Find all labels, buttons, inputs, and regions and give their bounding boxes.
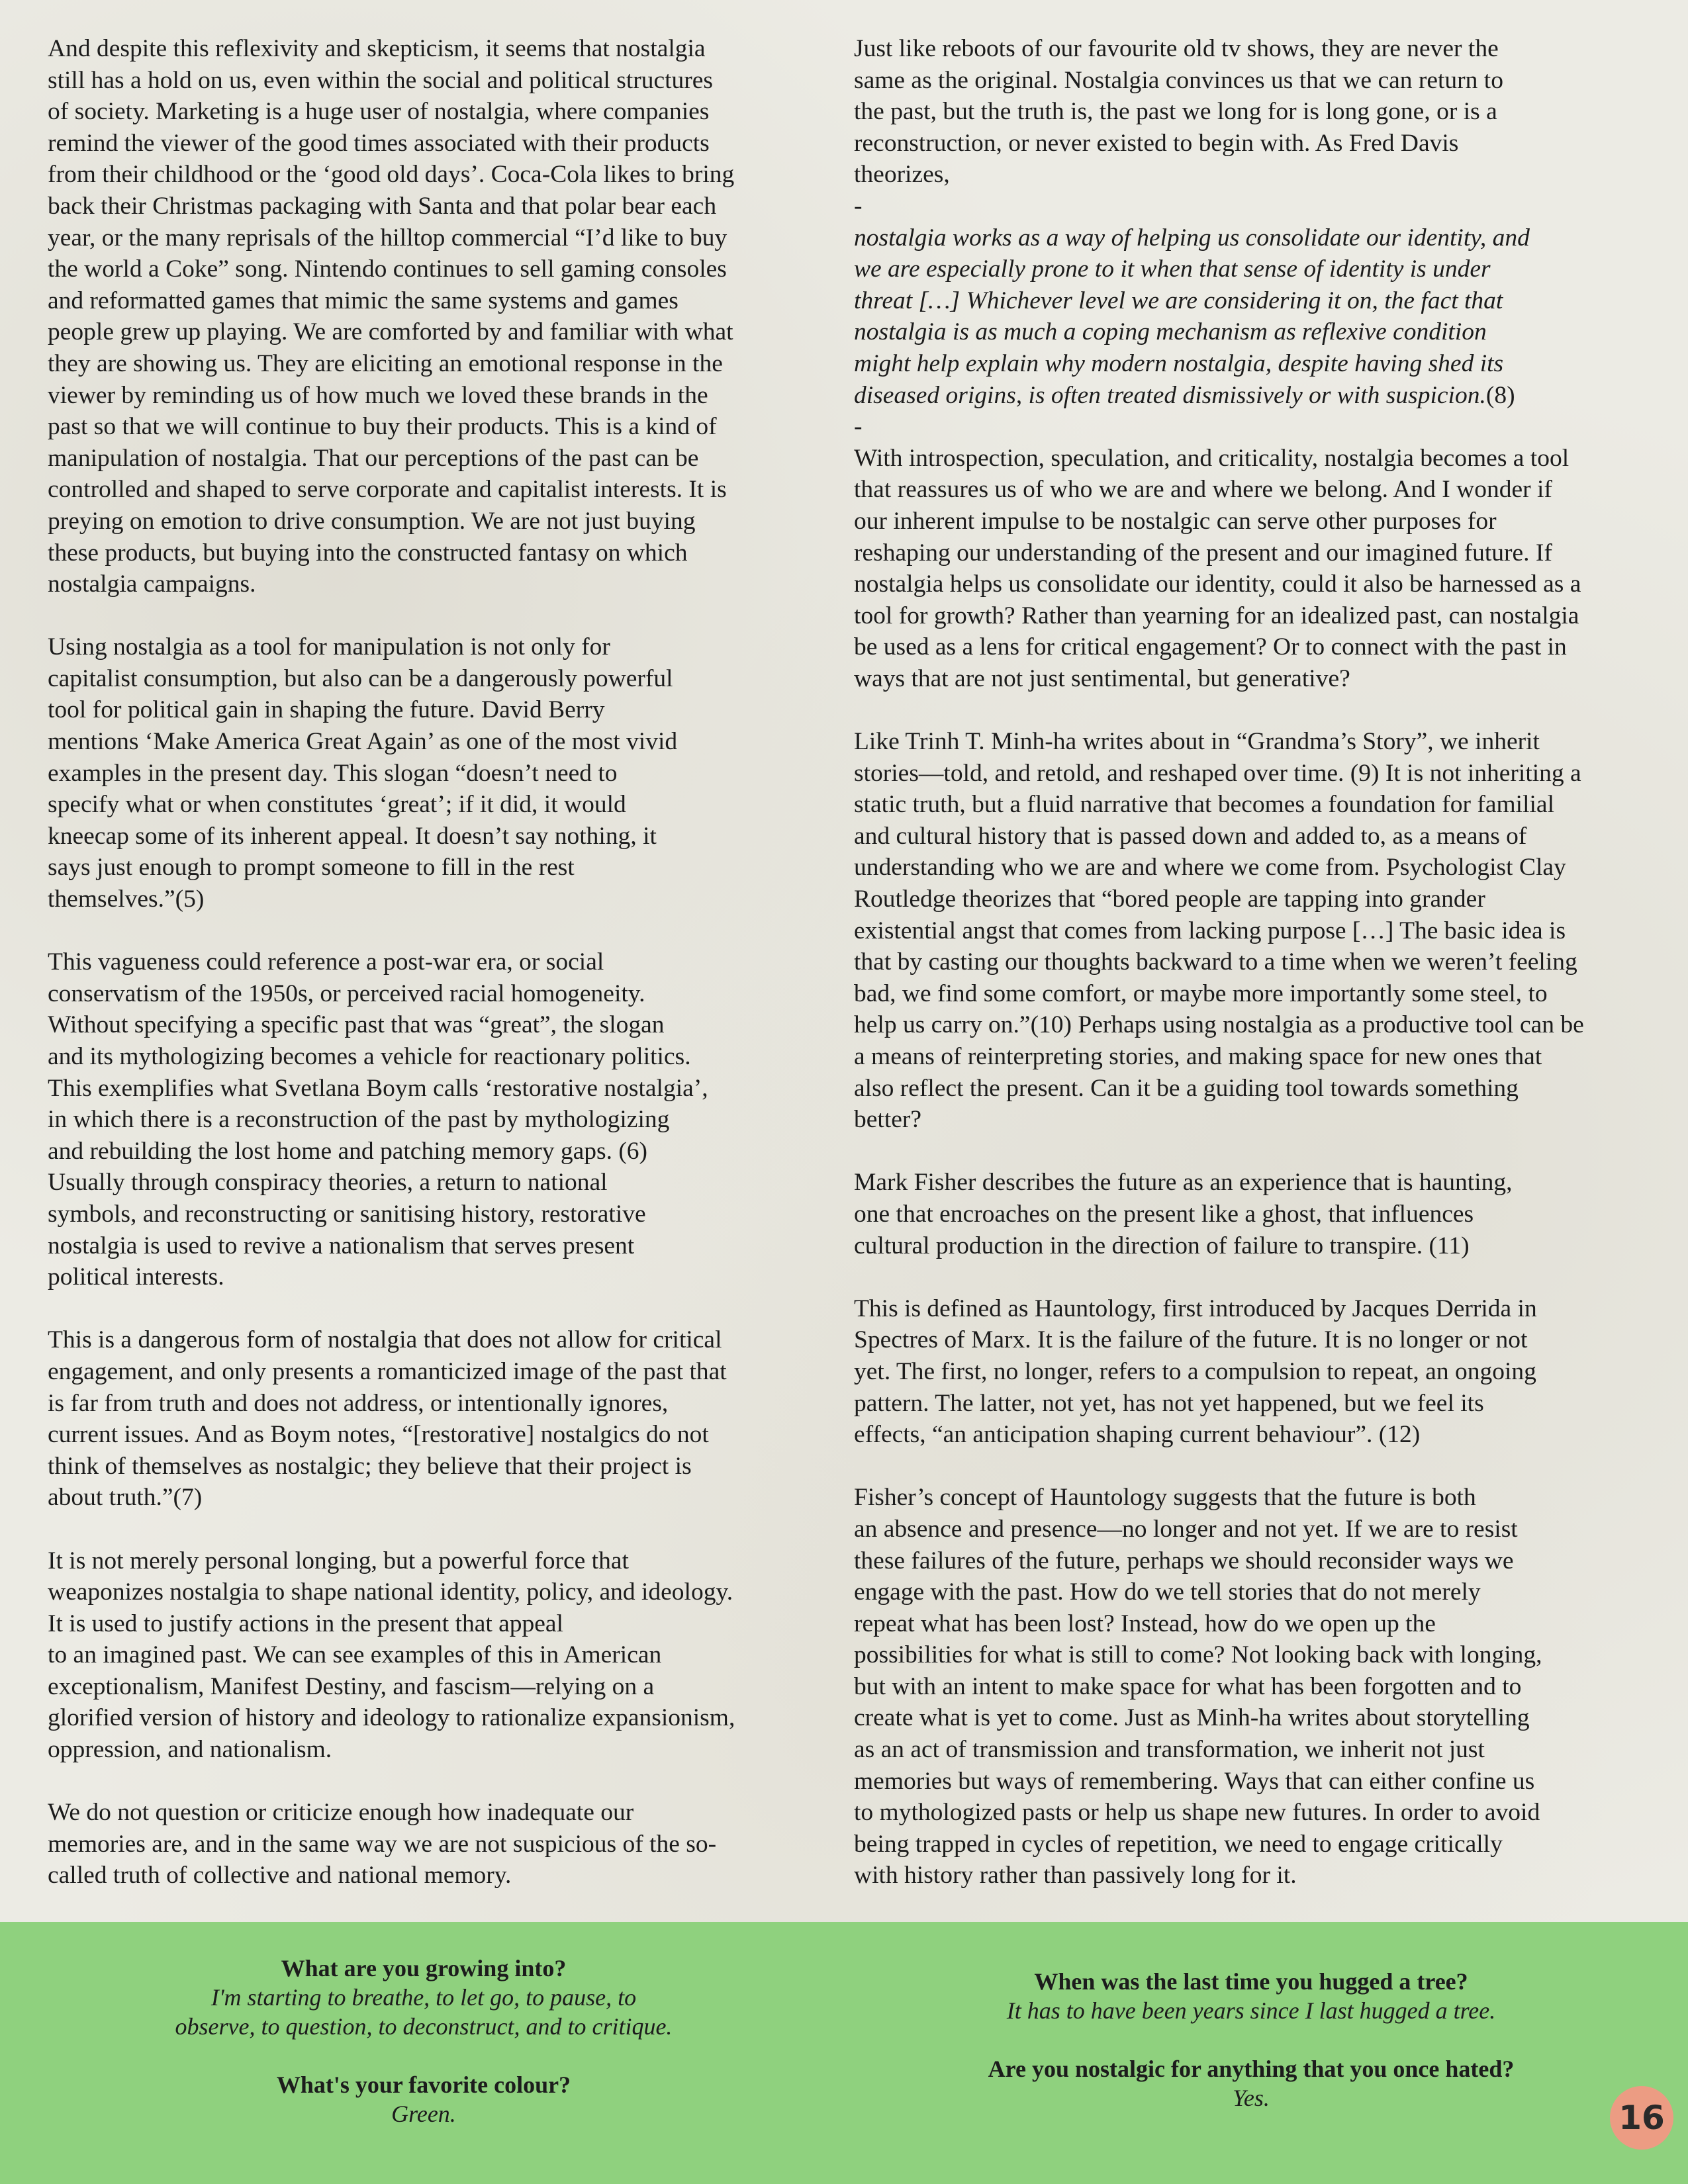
qa-answer: It has to have been years since I last hugged a tree. [1006, 1997, 1496, 2024]
text-line: they are showing us. They are eliciting an emotional response in the [48, 349, 723, 377]
text-line: This is a dangerous form of nostalgia that does not allow for critical [48, 1326, 722, 1354]
text-line: memories but ways of remembering. Ways that can either confine us [854, 1767, 1535, 1795]
text-line: better? [854, 1106, 922, 1134]
text-line: With introspection, speculation, and criticality, nostalgia becomes a tool [854, 444, 1570, 472]
paragraph [854, 1482, 1669, 1891]
text-line: to an imagined past. We can see examples of this in American [48, 1641, 662, 1669]
quote-line: threat […] Whichever level we are considering it on, the fact that [854, 287, 1503, 314]
quote-line-text: diseased origins, is often treated dismissively or with suspicion. [854, 381, 1486, 409]
text-line: political interests. [48, 1263, 224, 1291]
qa-question: What's your favorite colour? [276, 2071, 571, 2098]
qa-answer: I'm starting to breathe, to let go, to pause, to [211, 1984, 637, 2011]
text-line: manipulation of nostalgia. That our perceptions of the past can be [48, 444, 699, 472]
text-line: the world a Coke” song. Nintendo continues to sell gaming consoles [48, 255, 727, 283]
text-line: and cultural history that is passed down and added to, as a means of [854, 822, 1527, 850]
text-line: think of themselves as nostalgic; they believe that their project is [48, 1452, 692, 1480]
text-line: reconstruction, or never existed to begin with. As Fred Davis [854, 129, 1459, 157]
text-line: one that encroaches on the present like a ghost, that influences [854, 1200, 1474, 1228]
qa-pair [60, 1954, 788, 2041]
text-line: tool for political gain in shaping the future. David Berry [48, 696, 605, 724]
text-line: still has a hold on us, even within the social and political structures [48, 66, 714, 94]
qa-question: Are you nostalgic for anything that you once hated? [988, 2056, 1515, 2082]
page-number: 16 [1610, 2086, 1673, 2150]
qa-answer: observe, to question, to deconstruct, and to critique. [175, 2013, 673, 2040]
text-line: capitalist consumption, but also can be a dangerously powerful [48, 664, 673, 692]
text-line: engagement, and only presents a romanticized image of the past that [48, 1357, 727, 1385]
text-line: preying on emotion to drive consumption. We are not just buying [48, 507, 696, 535]
paragraph [854, 1293, 1669, 1451]
paragraph [854, 1167, 1669, 1261]
text-line: and rebuilding the lost home and patching memory gaps. (6) [48, 1137, 648, 1165]
text-line: kneecap some of its inherent appeal. It doesn’t say nothing, it [48, 822, 657, 850]
text-line: possibilities for what is still to come? Not looking back with longing, [854, 1641, 1542, 1669]
text-line: glorified version of history and ideology to rationalize expansionism, [48, 1704, 735, 1732]
qa-answer: Green. [391, 2101, 456, 2127]
text-line: with history rather than passively long for it. [854, 1862, 1297, 1889]
text-line: that by casting our thoughts backward to a time when we weren’t feeling [854, 948, 1577, 976]
text-line: cultural production in the direction of failure to transpire. (11) [854, 1232, 1470, 1259]
text-line: Usually through conspiracy theories, a return to national [48, 1169, 608, 1197]
text-line: a means of reinterpreting stories, and making space for new ones that [854, 1043, 1542, 1070]
text-line: our inherent impulse to be nostalgic can serve other purposes for [854, 507, 1497, 535]
quote-line [854, 380, 1669, 412]
text-line: remind the viewer of the good times associated with their products [48, 129, 710, 157]
paragraph [48, 1797, 816, 1891]
quote-dash: - [854, 413, 863, 441]
text-line: theorizes, [854, 161, 950, 189]
text-line: nostalgia campaigns. [48, 570, 256, 598]
text-line: Mark Fisher describes the future as an experience that is haunting, [854, 1169, 1513, 1197]
text-line: existential angst that comes from lacking purpose […] The basic idea is [854, 917, 1566, 944]
right-column [854, 33, 1669, 1891]
paragraph [854, 726, 1669, 1136]
text-line: and reformatted games that mimic the same systems and games [48, 287, 679, 314]
text-line: yet. The first, no longer, refers to a compulsion to repeat, an ongoing [854, 1357, 1536, 1385]
text-line: Like Trinh T. Minh-ha writes about in “Grandma’s Story”, we inherit [854, 728, 1540, 756]
text-line: conservatism of the 1950s, or perceived racial homogeneity. [48, 979, 645, 1007]
text-line: memories are, and in the same way we are not suspicious of the so- [48, 1830, 717, 1858]
text-line: nostalgia helps us consolidate our identity, could it also be harnessed as a [854, 570, 1581, 598]
paragraph [48, 1545, 816, 1766]
qa-question: When was the last time you hugged a tree? [1034, 1968, 1468, 1995]
text-line: is far from truth and does not address, or intentionally ignores, [48, 1389, 669, 1417]
text-line: these products, but buying into the constructed fantasy on which [48, 539, 688, 567]
footer-qa-right [887, 1967, 1615, 2113]
paragraph [48, 1324, 816, 1514]
quote-dash: - [854, 192, 863, 220]
text-line: Just like reboots of our favourite old tv shows, they are never the [854, 35, 1499, 62]
footer-qa-left [60, 1954, 788, 2128]
text-line: help us carry on.”(10) Perhaps using nostalgia as a productive tool can be [854, 1011, 1584, 1039]
text-line: people grew up playing. We are comforted by and familiar with what [48, 318, 733, 346]
paragraph [48, 33, 816, 600]
text-line: and its mythologizing becomes a vehicle for reactionary politics. [48, 1043, 691, 1070]
text-line: specify what or when constitutes ‘great’; if it did, it would [48, 791, 626, 819]
text-line: mentions ‘Make America Great Again’ as one of the most vivid [48, 728, 678, 756]
text-line: engage with the past. How do we tell stories that do not merely [854, 1578, 1481, 1606]
text-line: being trapped in cycles of repetition, we need to engage critically [854, 1830, 1503, 1858]
text-line: oppression, and nationalism. [48, 1736, 332, 1764]
text-line: It is not merely personal longing, but a powerful force that [48, 1547, 629, 1574]
text-line: called truth of collective and national memory. [48, 1862, 512, 1889]
text-line: effects, “an anticipation shaping current behaviour”. (12) [854, 1421, 1421, 1449]
paragraph [854, 33, 1669, 191]
text-line: back their Christmas packaging with Santa and that polar bear each [48, 192, 717, 220]
qa-answer: Yes. [1233, 2085, 1270, 2111]
text-line: in which there is a reconstruction of the past by mythologizing [48, 1106, 670, 1134]
left-column [48, 33, 816, 1891]
text-line: past so that we will continue to buy their products. This is a kind of [48, 413, 717, 441]
text-line: create what is yet to come. Just as Minh-ha writes about storytelling [854, 1704, 1530, 1732]
text-line: Spectres of Marx. It is the failure of the future. It is no longer or not [854, 1326, 1528, 1354]
text-line: We do not question or criticize enough how inadequate our [48, 1799, 634, 1827]
text-line: And despite this reflexivity and skepticism, it seems that nostalgia [48, 35, 706, 62]
text-line: the past, but the truth is, the past we long for is long gone, or is a [854, 98, 1497, 126]
text-line: themselves.”(5) [48, 886, 205, 913]
text-line: static truth, but a fluid narrative that becomes a foundation for familial [854, 791, 1554, 819]
text-line: also reflect the present. Can it be a guiding tool towards something [854, 1074, 1519, 1102]
text-line: year, or the many reprisals of the hilltop commercial “I’d like to buy [48, 224, 727, 251]
text-line: symbols, and reconstructing or sanitising history, restorative [48, 1200, 646, 1228]
block-quote [854, 222, 1669, 412]
quote-line: nostalgia is as much a coping mechanism as reflexive condition [854, 318, 1487, 346]
paragraph [854, 443, 1669, 695]
qa-pair [887, 2054, 1615, 2113]
text-line: It is used to justify actions in the present that appeal [48, 1610, 563, 1637]
text-line: says just enough to prompt someone to fill in the rest [48, 854, 575, 882]
qa-pair [60, 2070, 788, 2128]
text-line: Routledge theorizes that “bored people are tapping into grander [854, 886, 1485, 913]
quote-line: nostalgia works as a way of helping us consolidate our identity, and [854, 224, 1530, 251]
text-line: This exemplifies what Svetlana Boym calls ‘restorative nostalgia’, [48, 1074, 708, 1102]
text-line: nostalgia is used to revive a nationalism that serves present [48, 1232, 635, 1259]
text-line: about truth.”(7) [48, 1484, 203, 1512]
text-line: viewer by reminding us of how much we loved these brands in the [48, 381, 708, 409]
text-line: of society. Marketing is a huge user of nostalgia, where companies [48, 98, 710, 126]
paragraph [48, 631, 816, 915]
text-line: This vagueness could reference a post-war era, or social [48, 948, 604, 976]
text-line: an absence and presence—no longer and not yet. If we are to resist [854, 1515, 1518, 1543]
quote-reference: (8) [1485, 381, 1515, 409]
text-line: same as the original. Nostalgia convinces us that we can return to [854, 66, 1503, 94]
text-line: reshaping our understanding of the present and our imagined future. If [854, 539, 1552, 567]
text-line: exceptionalism, Manifest Destiny, and fascism—relying on a [48, 1672, 655, 1700]
text-line: controlled and shaped to serve corporate and capitalist interests. It is [48, 476, 727, 504]
quote-line: we are especially prone to it when that sense of identity is under [854, 255, 1491, 283]
text-line: This is defined as Hauntology, first introduced by Jacques Derrida in [854, 1295, 1537, 1322]
text-line: bad, we find some comfort, or maybe more importantly some steel, to [854, 979, 1548, 1007]
text-line: stories—told, and retold, and reshaped over time. (9) It is not inheriting a [854, 759, 1581, 787]
text-line: weaponizes nostalgia to shape national identity, policy, and ideology. [48, 1578, 733, 1606]
text-line: repeat what has been lost? Instead, how do we open up the [854, 1610, 1436, 1637]
text-line: but with an intent to make space for what has been forgotten and to [854, 1672, 1522, 1700]
qa-pair [887, 1967, 1615, 2025]
text-line: Without specifying a specific past that was “great”, the slogan [48, 1011, 665, 1039]
text-line: examples in the present day. This slogan “doesn’t need to [48, 759, 618, 787]
text-line: that reassures us of who we are and where we belong. And I wonder if [854, 476, 1552, 504]
text-line: current issues. And as Boym notes, “[restorative] nostalgics do not [48, 1421, 709, 1449]
text-line: pattern. The latter, not yet, has not yet happened, but we feel its [854, 1389, 1484, 1417]
text-line: from their childhood or the ‘good old days’. Coca-Cola likes to bring [48, 161, 735, 189]
text-line: Fisher’s concept of Hauntology suggests that the future is both [854, 1484, 1476, 1512]
text-line: tool for growth? Rather than yearning for an idealized past, can nostalgia [854, 602, 1579, 629]
text-line: ways that are not just sentimental, but generative? [854, 664, 1350, 692]
qa-question: What are you growing into? [281, 1955, 567, 1981]
text-line: these failures of the future, perhaps we should reconsider ways we [854, 1547, 1514, 1574]
quote-line: might help explain why modern nostalgia, despite having shed its [854, 349, 1504, 377]
text-line: to mythologized pasts or help us shape new futures. In order to avoid [854, 1799, 1540, 1827]
text-line: be used as a lens for critical engagement? Or to connect with the past in [854, 633, 1567, 661]
text-line: understanding who we are and where we come from. Psychologist Clay [854, 854, 1566, 882]
paragraph [48, 946, 816, 1293]
text-line: Using nostalgia as a tool for manipulation is not only for [48, 633, 610, 661]
text-line: as an act of transmission and transformation, we inherit not just [854, 1736, 1485, 1764]
